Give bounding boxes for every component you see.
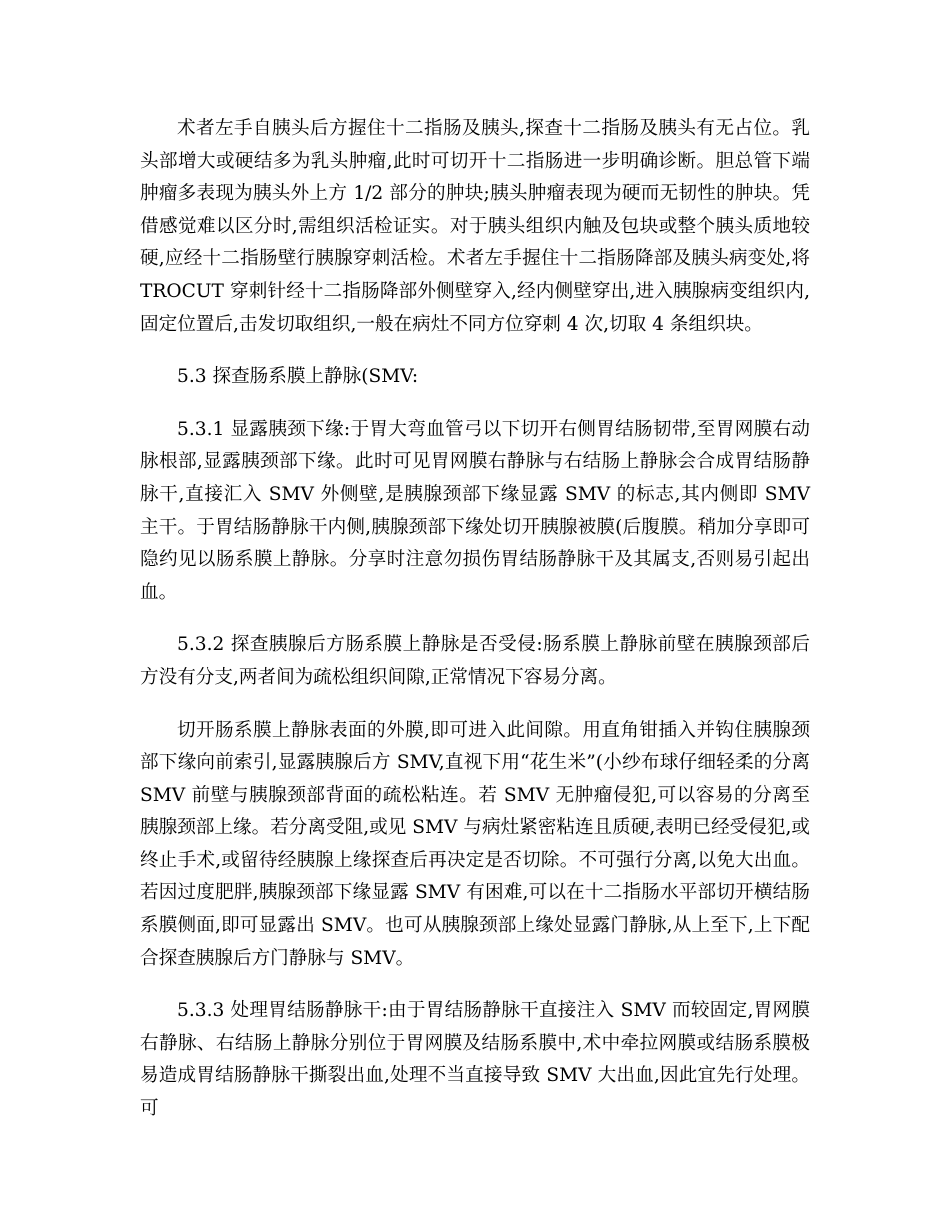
section-heading-5-3: 5.3 探查肠系膜上静脉(SMV: (177, 366, 419, 388)
paragraph-pancreatic-head-exploration: 术者左手自胰头后方握住十二指肠及胰头,探查十二指肠及胰头有无占位。乳头部增大或硬结多为乳头肿瘤,此时可切开十二指肠进一步明确诊断。胆总管下端肿瘤多表现为胰头外上方 1/2 部分的肿块;胰头肿瘤表现为硬而无韧性的肿块。凭借感觉难以区分时,需组织活检证实。对于胰头组织内触及包块或整个胰头质地较硬,应经十二指肠壁行胰腺穿刺活检。术者左手握住十二指肠降部及胰头病变处,将 TROCUT 穿刺针经十二指肠降部外侧壁穿入,经内侧壁穿出,进入胰腺病变组织内,固定位置后,击发切取组织,一般在病灶不同方位穿刺 4 次,切取 4 条组织块。 (140, 118, 810, 335)
paragraph-smv-separation: 切开肠系膜上静脉表面的外膜,即可进入此间隙。用直角钳插入并钩住胰腺颈部下缘向前索引,显露胰腺后方 SMV,直视下用“花生米”(小纱布球仔细轻柔的分离 SMV 前壁与胰腺颈部背面的疏松粘连。若 SMV 无肿瘤侵犯,可以容易的分离至胰腺颈部上缘。若分离受阻,或见 SMV 与病灶紧密粘连且质硬,表明已经受侵犯,或终止手术,或留待经胰腺上缘探查后再决定是否切除。不可强行分离,以免大出血。若因过度肥胖,胰腺颈部下缘显露 SMV 有困难,可以在十二指肠水平部切开横结肠系膜侧面,即可显露出 SMV。也可从胰腺颈部上缘处显露门静脉,从上至下,上下配合探查胰腺后方门静脉与 SMV。 (140, 719, 810, 969)
paragraph-5-3-1: 5.3.1 显露胰颈下缘:于胃大弯血管弓以下切开右侧胃结肠韧带,至胃网膜右动脉根部,显露胰颈部下缘。此时可见胃网膜右静脉与右结肠上静脉会合成胃结肠静脉干,直接汇入 SMV 外侧壁,是胰腺颈部下缘显露 SMV 的标志,其内侧即 SMV 主干。于胃结肠静脉干内侧,胰腺颈部下缘处切开胰腺被膜(后腹膜。稍加分享即可隐约见以肠系膜上静脉。分享时注意勿损伤胃结肠静脉干及其属支,否则易引起出血。 (140, 418, 810, 603)
paragraph-5-3-3: 5.3.3 处理胃结肠静脉干:由于胃结肠静脉干直接注入 SMV 而较固定,胃网膜右静脉、右结肠上静脉分别位于胃网膜及结肠系膜中,术中牵拉网膜或结肠系膜极易造成胃结肠静脉干撕裂出血,处理不当直接导致 SMV 大出血,因此宜先行处理。可 (140, 1000, 810, 1120)
paragraph-5-3-2: 5.3.2 探查胰腺后方肠系膜上静脉是否受侵:肠系膜上静脉前壁在胰腺颈部后方没有分支,两者间为疏松组织间隙,正常情况下容易分离。 (140, 634, 810, 688)
document-body (140, 113, 810, 1146)
